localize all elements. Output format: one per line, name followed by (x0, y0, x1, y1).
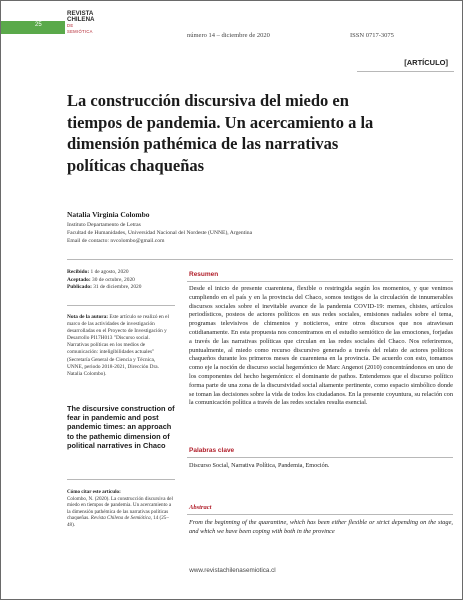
article-type-badge (357, 58, 454, 72)
keywords-heading: Palabras clave (189, 447, 235, 454)
publication-dates (67, 269, 177, 292)
header-color-bar (1, 21, 65, 34)
logo-line-3: DE (67, 23, 74, 28)
contact-email: Email de contacto: nvcolombo@gmail.com (67, 238, 165, 245)
divider (187, 281, 453, 282)
keywords-text: Discurso Social, Narrativa Política, Pandemia, Emoción. (189, 462, 330, 469)
abstract-heading: Abstract (189, 504, 212, 511)
abstract-text: From the beginning of the quarantine, which has been either flexible or strict depending on the stage, and which we have been coping with both in the province (189, 519, 453, 535)
received-date: Recibido: 1 de agosto, 2020 (67, 269, 129, 275)
published-date: Publicado: 31 de diciembre, 2020 (67, 284, 142, 291)
logo-line-4: SEMIÓTICA (67, 29, 93, 34)
divider (67, 259, 453, 260)
affiliation-line-1: Instituto Departamento de Letras (67, 222, 141, 228)
author-note-text: Este artículo se realizó en el marco de las actividades de investigación desarrolladas en el Proyecto de Investigación y Desarrollo PI17H013 "Discurso social. Narrativas políticas en los medios de comunicación: inteligibilidades actuales" (Secretaría General de Ciencia y Técnica, UNNE, periodo 2018-2021, Dirección Dra. Natalia Colombo). (67, 314, 169, 377)
author-name: Natalia Virginia Colombo (67, 210, 150, 219)
citation-journal: Revista Chilena de Semiótica (90, 515, 151, 521)
english-title: The discursive construction of fear in pandemic and post pandemic times: an approach to the pathemic dimension of political narratives in Chaco (67, 404, 175, 450)
journal-url[interactable]: www.revistachilenasemiotica.cl (189, 567, 276, 574)
article-type-label: [ARTÍCULO] (404, 58, 448, 67)
citation-text: Colombo, N. (2020). La construcción discursiva del miedo en tiempos de pandemia. Un acercamiento a la dimensión pathémica de las narrativas políticas chaqueñas. (67, 495, 173, 521)
accepted-date: Aceptado: 30 de octubre, 2020 (67, 276, 135, 283)
divider (187, 514, 453, 515)
issn: ISSN 0717-3075 (350, 32, 394, 39)
affiliation-line-2: Facultad de Humanidades, Universidad Nacional del Nordeste (UNNE), Argentina (67, 230, 253, 237)
divider (67, 479, 175, 480)
resumen-heading: Resumen (189, 271, 219, 278)
logo-line-2: CHILENA (67, 16, 95, 23)
divider (187, 457, 453, 458)
logo-line-1: REVISTA (67, 10, 94, 17)
journal-logo (67, 11, 127, 35)
issue-info: número 14 – diciembre de 2020 (187, 32, 270, 39)
article-title: La construcción discursiva del miedo en tiempos de pandemia. Un acercamiento a la dimensión pathémica de las narrativas políticas chaqueñas (67, 91, 374, 175)
page-number: 25 (35, 22, 42, 28)
author-note (67, 314, 172, 378)
author-affiliation (67, 221, 397, 246)
citation-label: Cómo citar este artículo: (67, 489, 121, 495)
resumen-text: Desde el inicio de presente cuarentena, flexible o restringida según los momentos, y que venimos cumpliendo en el país y en la provincia del Chaco, somos testigos de la circulación de innumerables discursos sociales sobre el inevitable avance de la pandemia COVID-19: memes, chistes, artículos periodísticos, posteos de actores políticos en sus redes sociales, emisiones radiales sobre el tema, programas televisivos de chimentos y noticieros, entre otros discursos que nos atraviesan cotidianamente. En esta propuesta nos concentramos en el estudio semiótico de las emociones, forjadas a través de las narrativas políticas que circulan en las redes sociales del Chaco. Nos referiremos, puntualmente, al miedo como recurso discursivo generado a través del relato de actores políticos chaqueños durante los primeros meses de cuarentena en la provincia. De acuerdo con esto, tomamos como eje la noción de discurso social hegemónico de Marc Angenot (2010) concentrándonos en uno de los componentes del hecho hegemónico: el dominante de pathos. Entendemos que el discurso político forma parte de una zona de la discursividad social altamente pertinente, como espacio simbólico donde se toman las decisiones sobre la vida de todos los ciudadanos. En la presente coyuntura, su relación con la comunicación política a través de las redes sociales resulta esencial. (189, 285, 453, 407)
citation-tail: , 14 (25–48). (67, 515, 169, 528)
citation (67, 489, 175, 528)
author-note-label: Nota de la autora: (67, 314, 109, 320)
divider (67, 305, 175, 306)
